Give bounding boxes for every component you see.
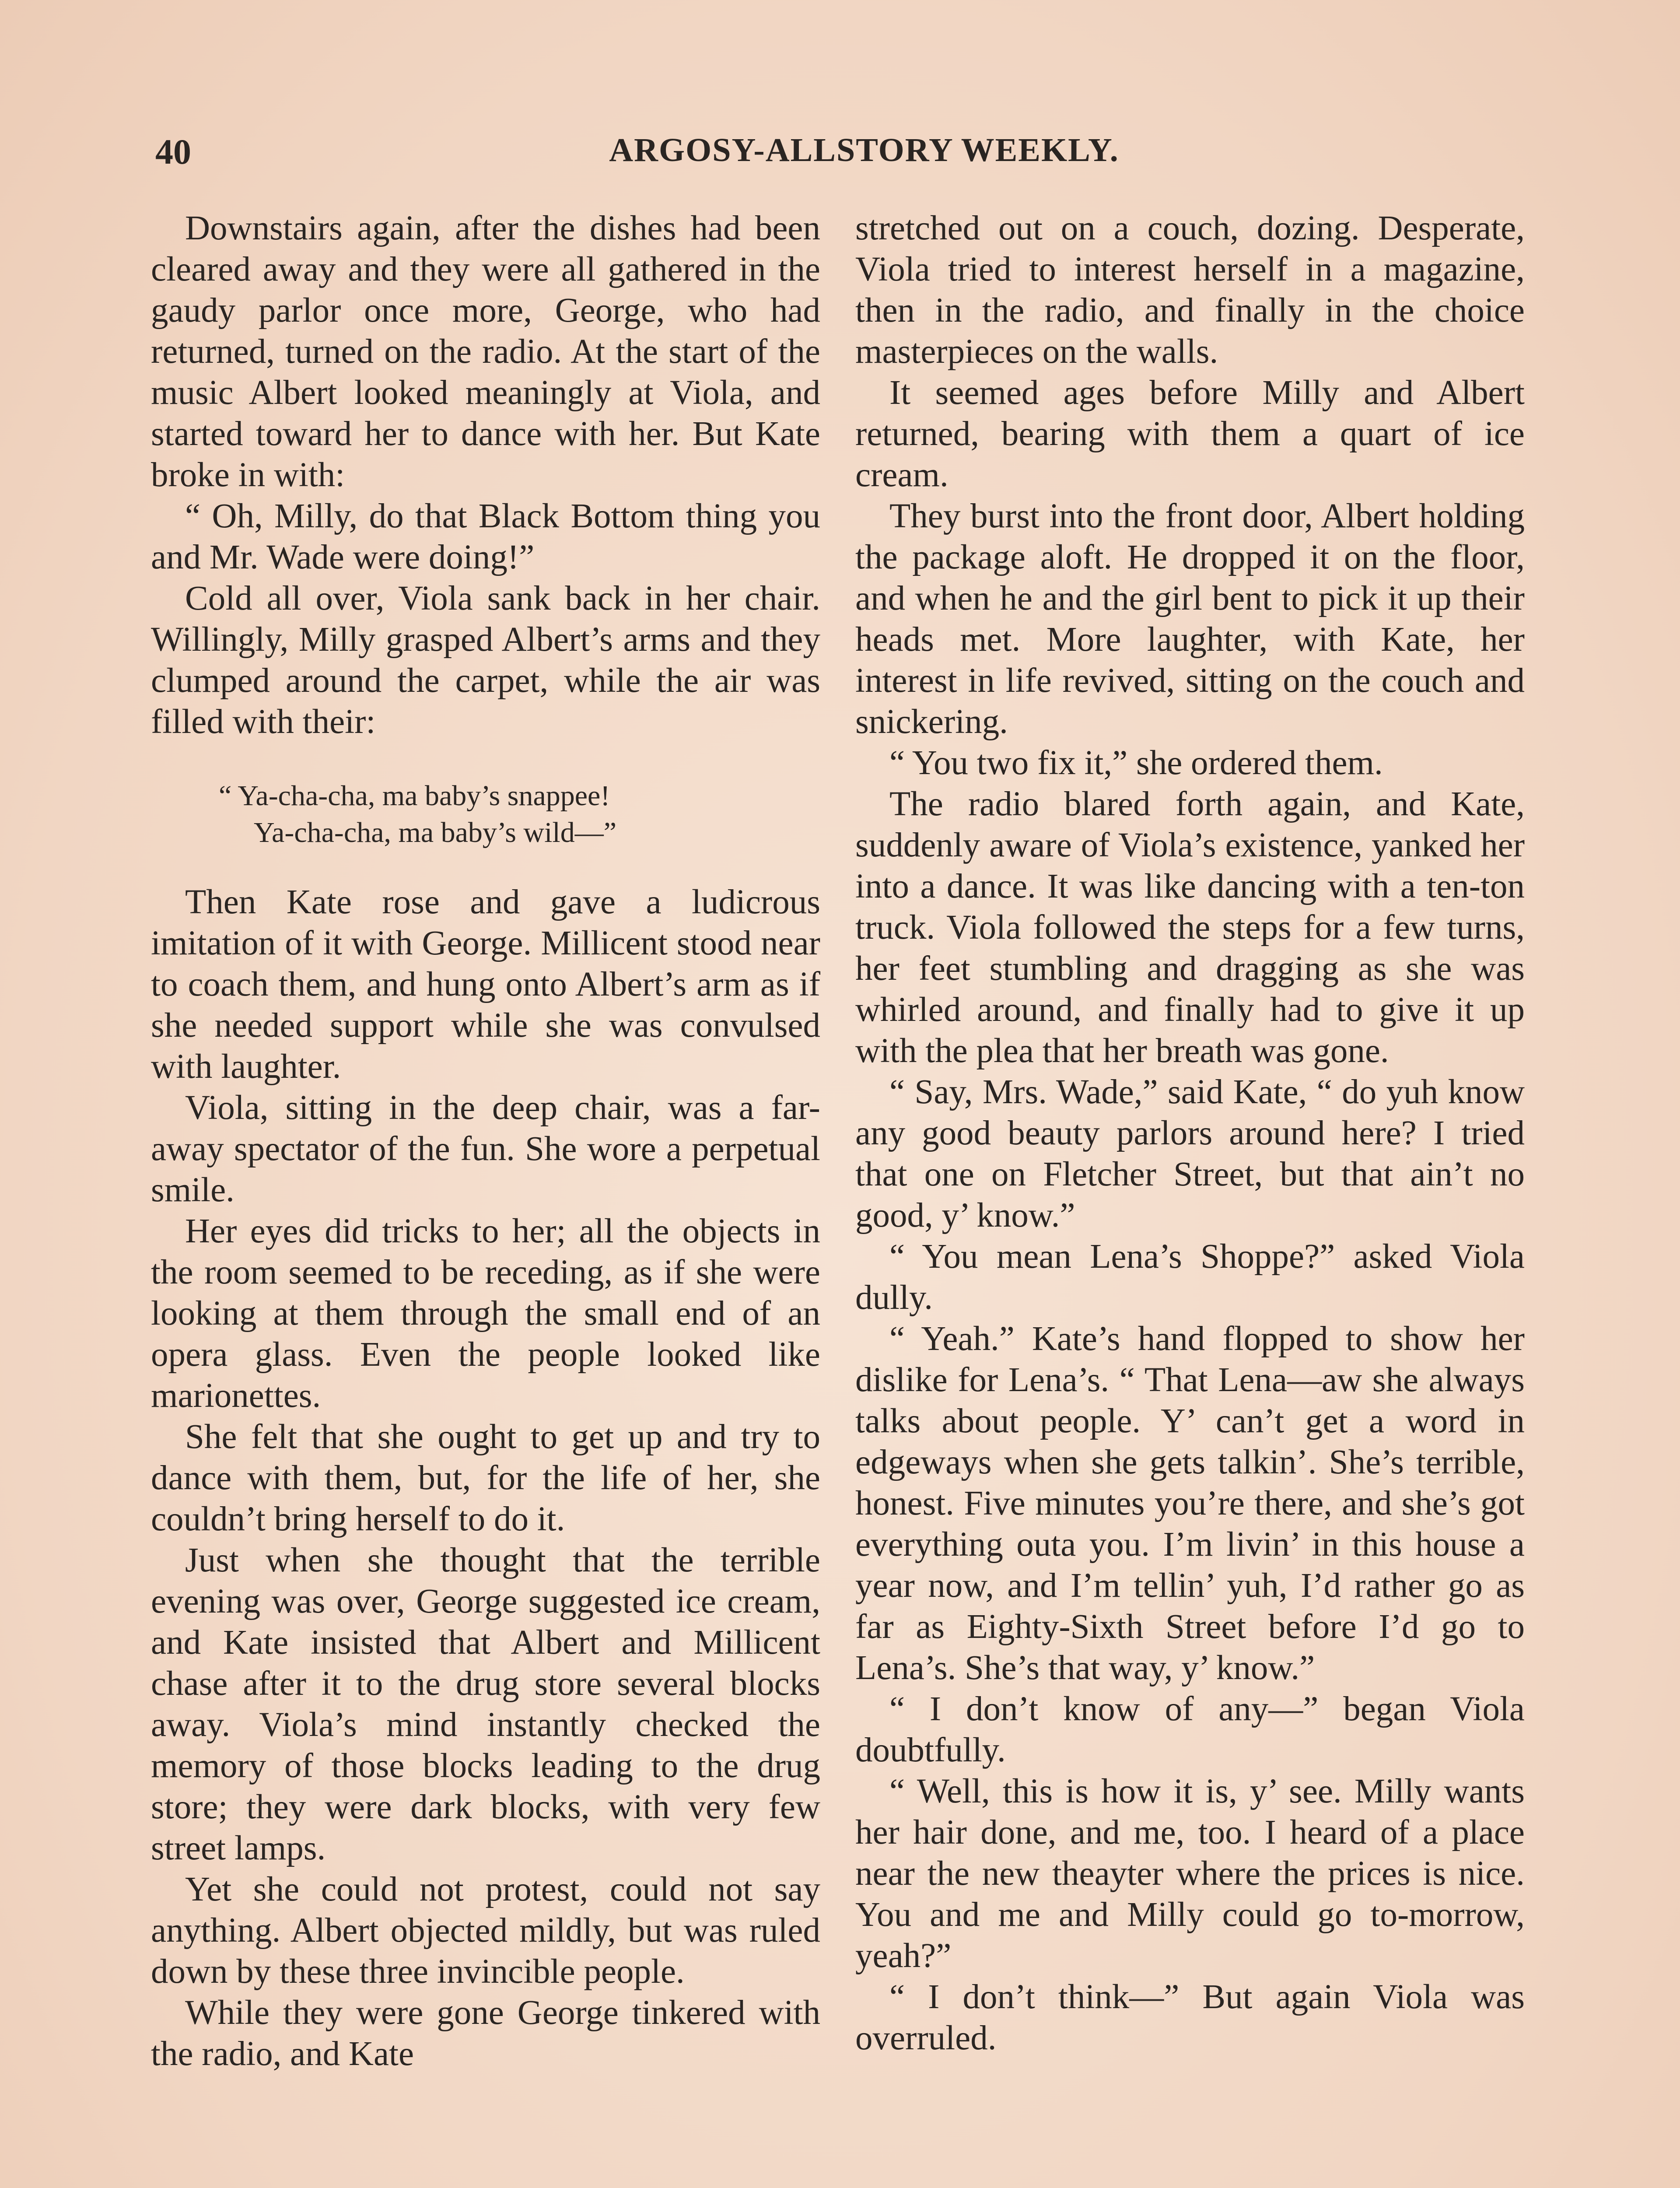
paragraph: Just when she thought that the terrible evening was over, George suggested ice cream, and Kate insisted that Albert and Millicent chase after it to the drug store several blocks away. Viola’s mind instantly checked the memory of those blocks leading to the drug store; they were dark blocks, with very few street lamps. [151, 1541, 820, 1867]
paragraph: “ You mean Lena’s Shoppe?” asked Viola dully. [855, 1238, 1525, 1317]
right-column [855, 208, 1525, 2059]
paragraph: They burst into the front door, Albert holding the package aloft. He dropped it on the floor, and when he and the girl bent to pick it up their heads met. More laughter, with Kate, her interest in life revived, sitting on the couch and snickering. [855, 497, 1525, 741]
paragraph: Downstairs again, after the dishes had been cleared away and they were all gathered in the gaudy parlor once more, George, who had returned, turned on the radio. At the start of the music Albert looked meaningly at Viola, and started toward her to dance with her. But Kate broke in with: [151, 209, 820, 494]
paragraph: Viola, sitting in the deep chair, was a far-away spectator of the fun. She wore a perpetual smile. [151, 1089, 820, 1209]
running-title: ARGOSY-ALLSTORY WEEKLY. [609, 132, 1119, 168]
paragraph: Yet she could not protest, could not say anything. Albert objected mildly, but was ruled down by these three invincible people. [151, 1870, 820, 1991]
paragraph: Cold all over, Viola sank back in her chair. Willingly, Milly grasped Albert’s arms and they clumped around the carpet, while the air was filled with their: [151, 579, 820, 741]
page-number: 40 [155, 132, 191, 172]
page-header [155, 131, 1573, 179]
paragraph: stretched out on a couch, dozing. Desperate, Viola tried to interest herself in a magazine, then in the radio, and finally in the choice masterpieces on the walls. [855, 209, 1525, 371]
verse-line: Ya-cha-cha, ma baby’s wild—” [254, 817, 617, 849]
verse-line: “ Ya-cha-cha, ma baby’s snappee! [219, 780, 610, 812]
paragraph: The radio blared forth again, and Kate, suddenly aware of Viola’s existence, yanked her into a dance. It was like dancing with a ten-ton truck. Viola followed the steps for a few turns, her feet stumbling and dragging as she was whirled around, and finally had to give it up with the plea that her breath was gone. [855, 785, 1525, 1070]
paragraph: Then Kate rose and gave a ludicrous imitation of it with George. Millicent stood near to coach them, and hung onto Albert’s arm as if she needed support while she was convulsed with laughter. [151, 883, 820, 1086]
paragraph: “ You two fix it,” she ordered them. [889, 744, 1383, 782]
left-column [151, 208, 820, 2075]
song-verse [219, 778, 820, 851]
paragraph: “ I don’t think—” But again Viola was overruled. [855, 1978, 1525, 2057]
paragraph: “ Oh, Milly, do that Black Bottom thing you and Mr. Wade were doing!” [151, 497, 820, 576]
paragraph: While they were gone George tinkered with the radio, and Kate [151, 1994, 820, 2073]
paragraph: Her eyes did tricks to her; all the objects in the room seemed to be receding, as if she were looking at them through the small end of an opera glass. Even the people looked like marionettes. [151, 1212, 820, 1415]
paragraph: “ Say, Mrs. Wade,” said Kate, “ do yuh know any good beauty parlors around here? I tried that one on Fletcher Street, but that ain’t no good, y’ know.” [855, 1073, 1525, 1234]
paragraph: “ Yeah.” Kate’s hand flopped to show her dislike for Lena’s. “ That Lena—aw she always talks about people. Y’ can’t get a word in edgeways when she gets talkin’. She’s terrible, honest. Five minutes you’re there, and she’s got everything outa you. I’m livin’ in this house a year now, and I’m tellin’ yuh, I’d rather go as far as Eighty-Sixth Street before I’d go to Lena’s. She’s that way, y’ know.” [855, 1320, 1525, 1687]
paragraph: “ Well, this is how it is, y’ see. Milly wants her hair done, and me, too. I heard of a place near the new theayter where the prices is nice. You and me and Milly could go to-morrow, yeah?” [855, 1772, 1525, 1975]
paragraph: It seemed ages before Milly and Albert returned, bearing with them a quart of ice cream. [855, 374, 1525, 494]
paragraph: “ I don’t know of any—” began Viola doubtfully. [855, 1690, 1525, 1769]
paragraph: She felt that she ought to get up and try to dance with them, but, for the life of her, she couldn’t bring herself to do it. [151, 1418, 820, 1538]
